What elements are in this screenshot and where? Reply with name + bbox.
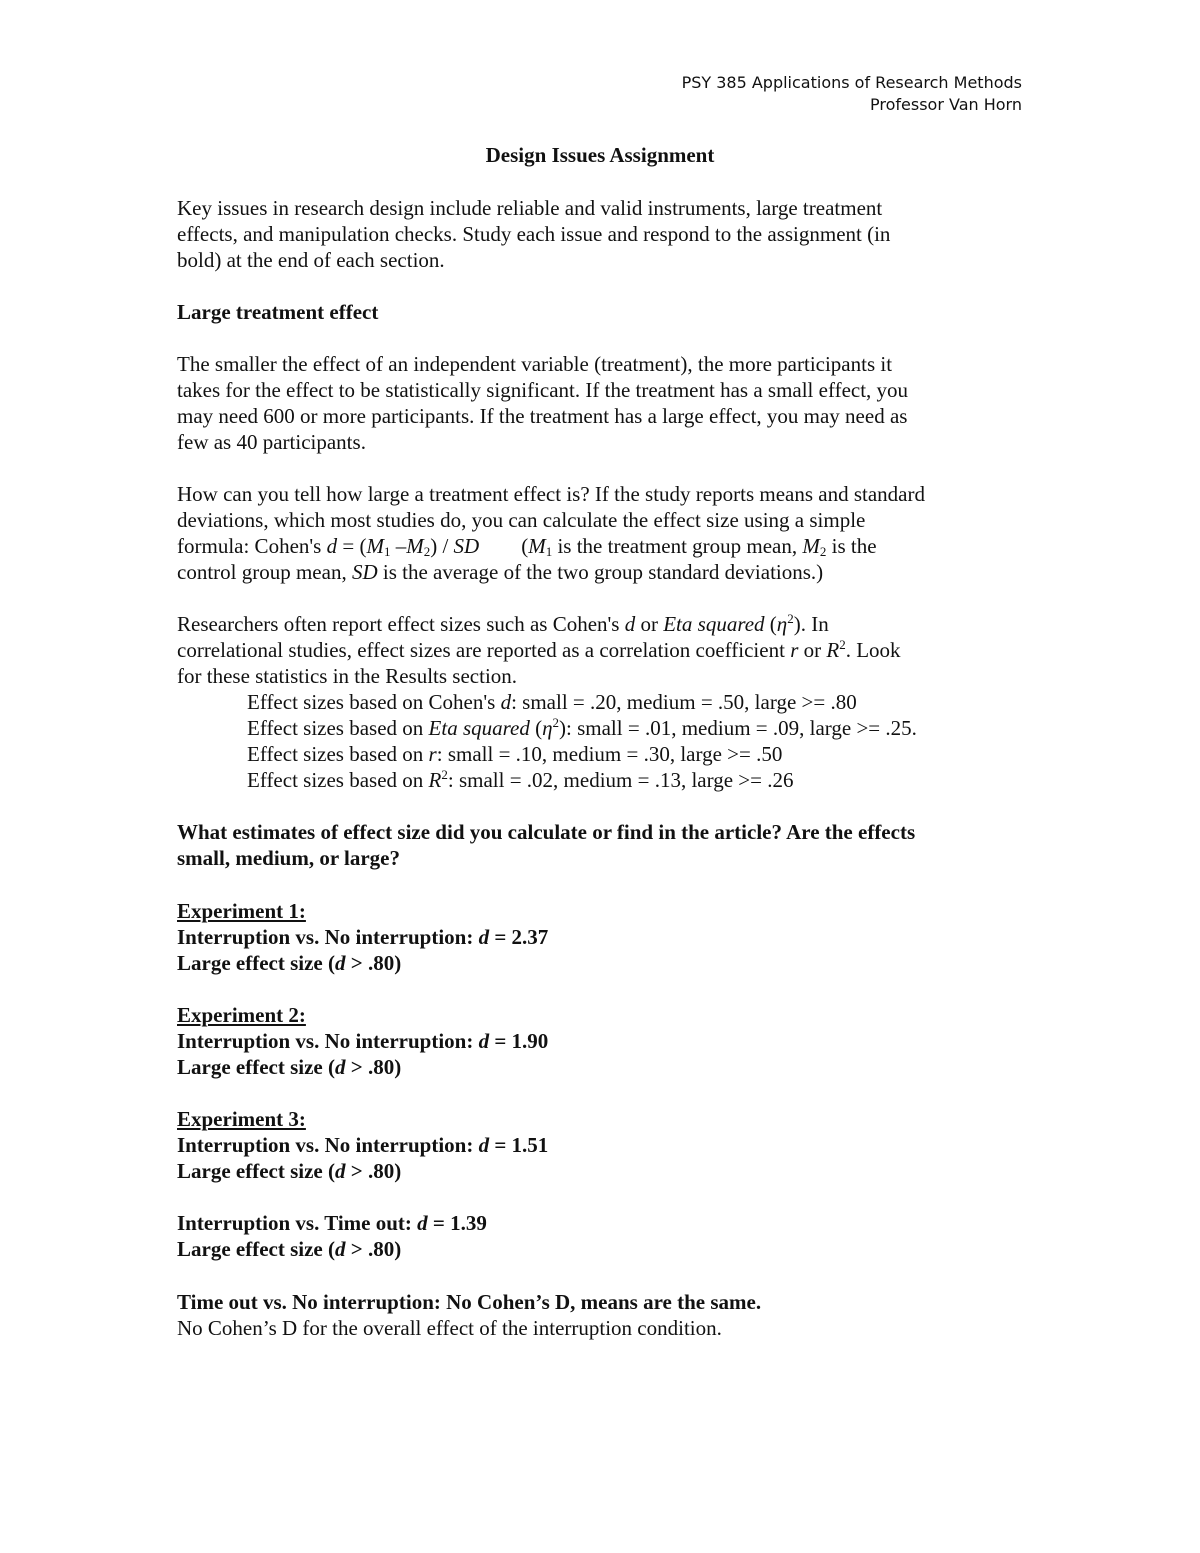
experiment-heading: Experiment 3: <box>177 1107 306 1131</box>
effect-size-eta: Effect sizes based on Eta squared $(\eta^2)$: small = .01, medium = .09, large >= .25. <box>247 715 917 740</box>
experiment-size: Large effect size (d > .80) <box>177 951 402 975</box>
intro-line: Key issues in research design include reliable and valid instruments, large treatment <box>177 196 883 220</box>
experiment-size: Large effect size (d > .80) <box>177 1159 402 1183</box>
course-header: PSY 385 Applications of Research Methods <box>681 73 1022 92</box>
paragraph-line: for these statistics in the Results section. <box>177 664 518 688</box>
closing-line: No Cohen’s D for the overall effect of the interruption condition. <box>177 1316 722 1340</box>
effect-size-r-squared: Effect sizes based on $R^2$: small = .02, medium = .13, large >= .26 <box>247 767 794 792</box>
timeout-result: Interruption vs. Time out: d = 1.39 <box>177 1211 487 1235</box>
paragraph-line: The smaller the effect of an independent variable (treatment), the more participants it <box>177 352 893 376</box>
experiment-result: Interruption vs. No interruption: d = 1.90 <box>177 1029 549 1053</box>
page-title: Design Issues Assignment <box>485 143 715 167</box>
intro-line: bold) at the end of each section. <box>177 248 445 272</box>
formula-line: formula: Cohen's $d = (M_1$ $-M_2$) / SD ($M_1$ is the treatment group mean, $M_2$ is the <box>177 534 877 559</box>
assignment-question: small, medium, or large? <box>177 846 401 870</box>
paragraph-line: correlational studies, effect sizes are reported as a correlation coefficient r or $R^2$. Look <box>177 637 901 662</box>
experiment-size: Large effect size (d > .80) <box>177 1055 402 1079</box>
closing-bold-line: Time out vs. No interruption: No Cohen’s D, means are the same. <box>177 1290 762 1314</box>
experiment-heading: Experiment 2: <box>177 1003 306 1027</box>
intro-line: effects, and manipulation checks. Study each issue and respond to the assignment (in <box>177 222 891 246</box>
paragraph-line: deviations, which most studies do, you can calculate the effect size using a simple <box>177 508 866 532</box>
experiment-result: Interruption vs. No interruption: d = 2.37 <box>177 925 549 949</box>
paragraph-line: few as 40 participants. <box>177 430 366 454</box>
timeout-size: Large effect size (d > .80) <box>177 1237 402 1261</box>
experiment-heading: Experiment 1: <box>177 899 306 923</box>
paragraph-line: may need 600 or more participants. If the treatment has a large effect, you may need as <box>177 404 908 428</box>
professor-header: Professor Van Horn <box>870 95 1022 114</box>
effect-size-d: Effect sizes based on Cohen's d: small = .20, medium = .50, large >= .80 <box>247 690 857 714</box>
paragraph-line: How can you tell how large a treatment effect is? If the study reports means and standard <box>177 482 925 506</box>
paragraph-line: control group mean, SD is the average of the two group standard deviations.) <box>177 560 824 584</box>
experiment-result: Interruption vs. No interruption: d = 1.51 <box>177 1133 549 1157</box>
section-heading: Large treatment effect <box>177 300 379 324</box>
paragraph-line: Researchers often report effect sizes such as Cohen's d or Eta squared $(\eta^2)$. In <box>177 611 829 636</box>
paragraph-line: takes for the effect to be statistically significant. If the treatment has a small effect, you <box>177 378 909 402</box>
assignment-question: What estimates of effect size did you calculate or find in the article? Are the effects <box>177 820 916 844</box>
effect-size-r: Effect sizes based on r: small = .10, medium = .30, large >= .50 <box>247 742 783 766</box>
